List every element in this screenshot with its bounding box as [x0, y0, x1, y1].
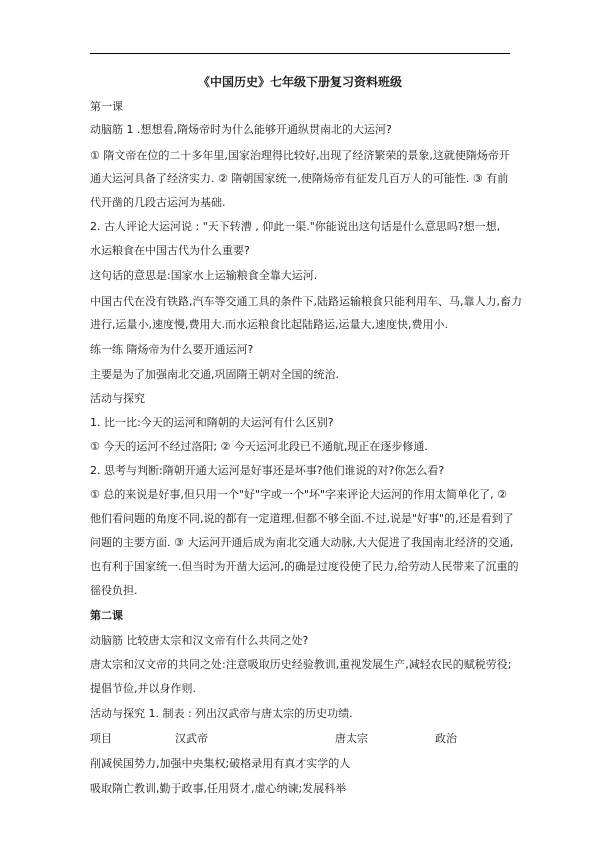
lesson1-activity-answer-2-line: ① 总的来说是好事,但只用一个"好"字或一个"坏"字来评论大运河的作用太简单化了, ② [90, 488, 507, 501]
lesson1-activity-answer-1: ① 今天的运河不经过洛阳; ② 今天运河北段已不通航,现正在逐步修通. [90, 440, 428, 453]
lesson1-question-2-line: 2. 古人评论大运河说 : "天下转漕 , 仰此一渠."你能说出这句话是什么意思吗?想一想, [90, 220, 501, 233]
lesson1-answer-2-line: 进行,运量小,速度慢,费用大.而水运粮食比起陆路运,运量大,速度快,费用小. [90, 318, 448, 331]
lesson1-activity-answer-2-line: 也有利于国家统一.但当时为开凿大运河,的确是过度役使了民力,给劳动人民带来了沉重的 [90, 560, 519, 573]
table-header-politics: 政治 [435, 732, 457, 745]
lesson1-practice-answer: 主要是为了加强南北交通,巩固隋王朝对全国的统治. [90, 368, 339, 381]
document-title: 《中国历史》七年级下册复习资料班级 [197, 75, 402, 89]
lesson1-question-2-line: 水运粮食在中国古代为什么重要? [90, 244, 250, 257]
lesson1-activity-answer-2-line: 问题的主要方面. ③ 大运河开通后成为南北交通大动脉,大大促进了我国南北经济的交通, [90, 536, 514, 549]
lesson1-answer-2-line: 这句话的意思是:国家水上运输粮食全靠大运河. [90, 269, 318, 282]
lesson2-activity: 活动与探究 1. 制表 : 列出汉武帝与唐太宗的历史功绩. [90, 707, 353, 720]
header-rule [90, 53, 510, 54]
lesson1-answer-1-line: 通大运河具备了经济实力. ② 隋朝国家统一,使隋炀帝有征发几百万人的可能性. ③ 有前 [90, 172, 509, 185]
lesson1-activity-answer-2-line: 他们看问题的角度不同,说的都有一定道理,但都不够全面.不过,说是"好事"的,还是看到了 [90, 512, 514, 525]
lesson1-question-1: 动脑筋 1 .想想看,隋炀帝时为什么能够开通纵贯南北的大运河? [90, 123, 392, 136]
lesson1-activity-heading: 活动与探究 [90, 392, 145, 405]
table-header-item: 项目 [90, 732, 112, 745]
lesson1-practice-question: 练一练 隋炀帝为什么要开通运河? [90, 343, 254, 356]
lesson2-answer-1-line: 提倡节俭,并以身作则. [90, 682, 196, 695]
lesson1-heading: 第一课 [90, 100, 123, 113]
lesson2-question-1: 动脑筋 比较唐太宗和汉文帝有什么共同之处? [90, 634, 309, 647]
table-row: 削减侯国势力,加强中央集权;破格录用有真才实学的人 [90, 757, 351, 770]
table-header-tang-taizong: 唐太宗 [335, 732, 368, 745]
lesson1-activity-question-1: 1. 比一比:今天的运河和隋朝的大运河有什么区别? [90, 416, 334, 429]
table-row: 吸取隋亡教训,勤于政事,任用贤才,虚心纳谏;发展科举 [90, 782, 347, 795]
lesson1-answer-2-line: 中国古代在没有铁路,汽车等交通工具的条件下,陆路运输粮食只能利用车、马,靠人力,畜力 [90, 295, 522, 308]
table-header-han-wudi: 汉武帝 [175, 732, 208, 745]
lesson2-answer-1-line: 唐太宗和汉文帝的共同之处:注意吸取历史经验教训,重视发展生产,减轻农民的赋税劳役; [90, 658, 512, 671]
lesson1-activity-question-2: 2. 思考与判断:隋朝开通大运河是好事还是坏事?他们谁说的对?你怎么看? [90, 464, 445, 477]
lesson1-answer-1-line: ① 隋文帝在位的二十多年里,国家治理得比较好,出现了经济繁荣的景象,这就使隋炀帝开 [90, 149, 510, 162]
lesson1-answer-1-line: 代开凿的几段古运河为基础. [90, 196, 226, 209]
lesson1-activity-answer-2-line: 徭役负担. [90, 584, 138, 597]
lesson2-heading: 第二课 [90, 609, 123, 622]
